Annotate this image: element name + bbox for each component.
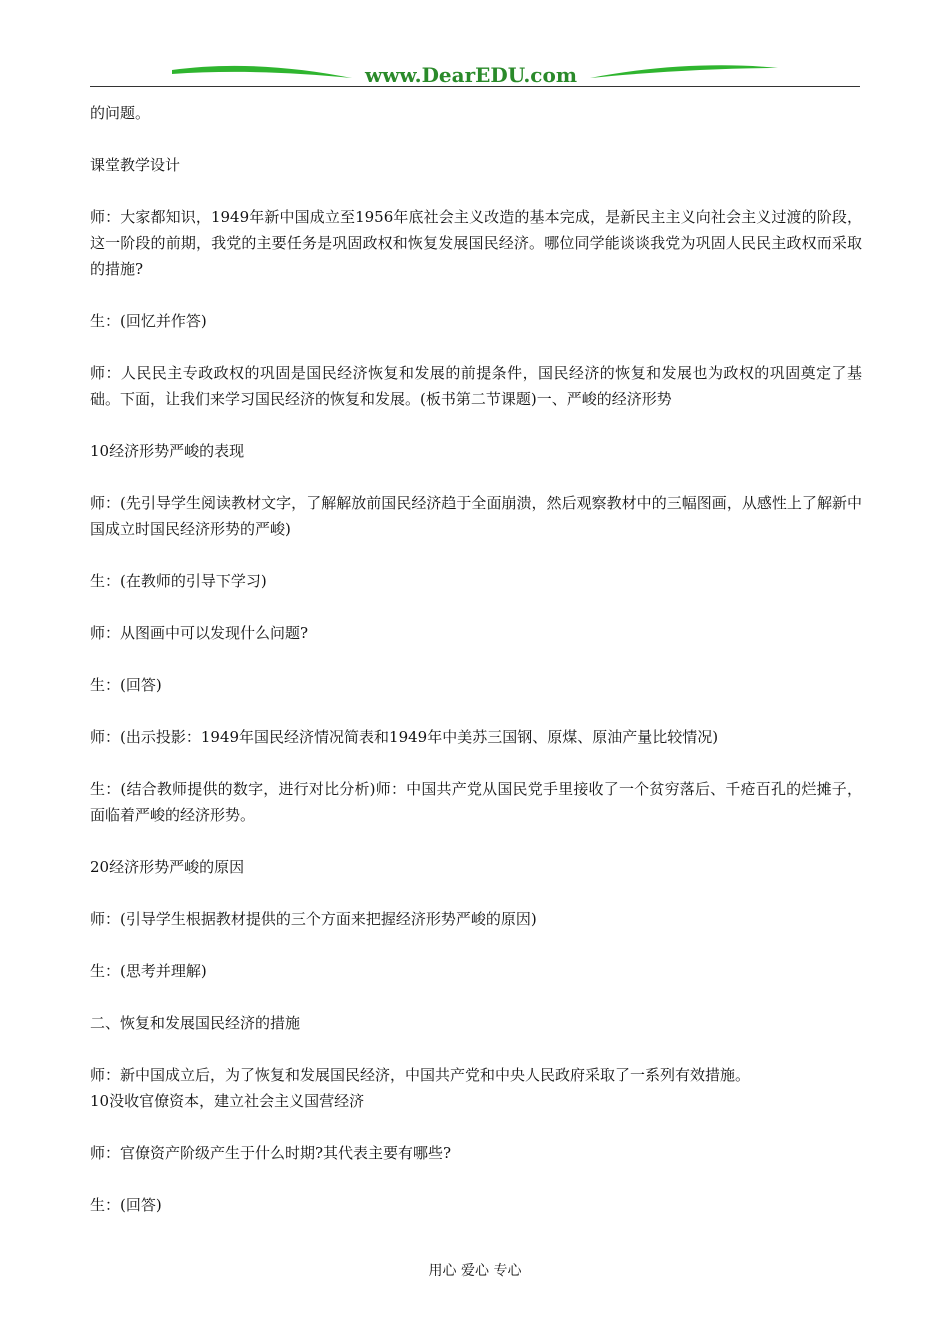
- subheading: 10没收官僚资本，建立社会主义国营经济: [90, 1092, 365, 1110]
- right-swoosh-icon: [590, 65, 778, 78]
- subheading: 20经济形势严峻的原因: [90, 858, 245, 876]
- subheading: 10经济形势严峻的表现: [90, 442, 245, 460]
- paragraph: 师：(出示投影：1949年国民经济情况简表和1949年中美苏三国钢、原煤、原油产量比较情况): [90, 728, 719, 746]
- paragraph: 生：(思考并理解): [90, 962, 207, 980]
- section-heading: 二、恢复和发展国民经济的措施: [90, 1014, 301, 1032]
- paragraph: 的问题。: [90, 104, 151, 122]
- paragraph: 师：大家都知识，1949年新中国成立至1956年底社会主义改造的基本完成，是新民主主义向社会主义过渡的阶段，这一阶段的前期，我党的主要任务是巩固政权和恢复发展国民经济。哪位同学能谈谈我党为巩固人民民主政权而采取的措施?: [90, 208, 862, 278]
- page-header: [90, 58, 860, 90]
- paragraph: 生：(结合教师提供的数字，进行对比分析)师：中国共产党从国民党手里接收了一个贫穷落后、千疮百孔的烂摊子，面临着严峻的经济形势。: [90, 780, 862, 824]
- paragraph: 师：官僚资产阶级产生于什么时期?其代表主要有哪些?: [90, 1144, 452, 1162]
- site-logo: [90, 58, 860, 88]
- left-swoosh-icon: [172, 66, 352, 78]
- document-body: [90, 100, 862, 1244]
- section-heading: 课堂教学设计: [90, 156, 181, 174]
- page-footer: 用心 爱心 专心: [428, 1263, 522, 1279]
- paragraph: 师：人民民主专政政权的巩固是国民经济恢复和发展的前提条件，国民经济的恢复和发展也为政权的巩固奠定了基础。下面，让我们来学习国民经济的恢复和发展。(板书第二节课题)一、严峻的经济形势: [90, 364, 862, 408]
- paragraph: 师：新中国成立后，为了恢复和发展国民经济，中国共产党和中央人民政府采取了一系列有效措施。: [90, 1066, 751, 1084]
- paragraph: 师：(先引导学生阅读教材文字，了解解放前国民经济趋于全面崩溃，然后观察教材中的三幅图画，从感性上了解新中国成立时国民经济形势的严峻): [90, 494, 862, 538]
- paragraph: 生：(回答): [90, 676, 162, 694]
- site-logo-text: www.DearEDU.com: [364, 63, 578, 87]
- paragraph: 师：从图画中可以发现什么问题?: [90, 624, 309, 642]
- paragraph: 生：(在教师的引导下学习): [90, 572, 267, 590]
- paragraph: 生：(回忆并作答): [90, 312, 207, 330]
- paragraph: 生：(回答): [90, 1196, 162, 1214]
- paragraph: 师：(引导学生根据教材提供的三个方面来把握经济形势严峻的原因): [90, 910, 537, 928]
- header-rule: [90, 86, 860, 87]
